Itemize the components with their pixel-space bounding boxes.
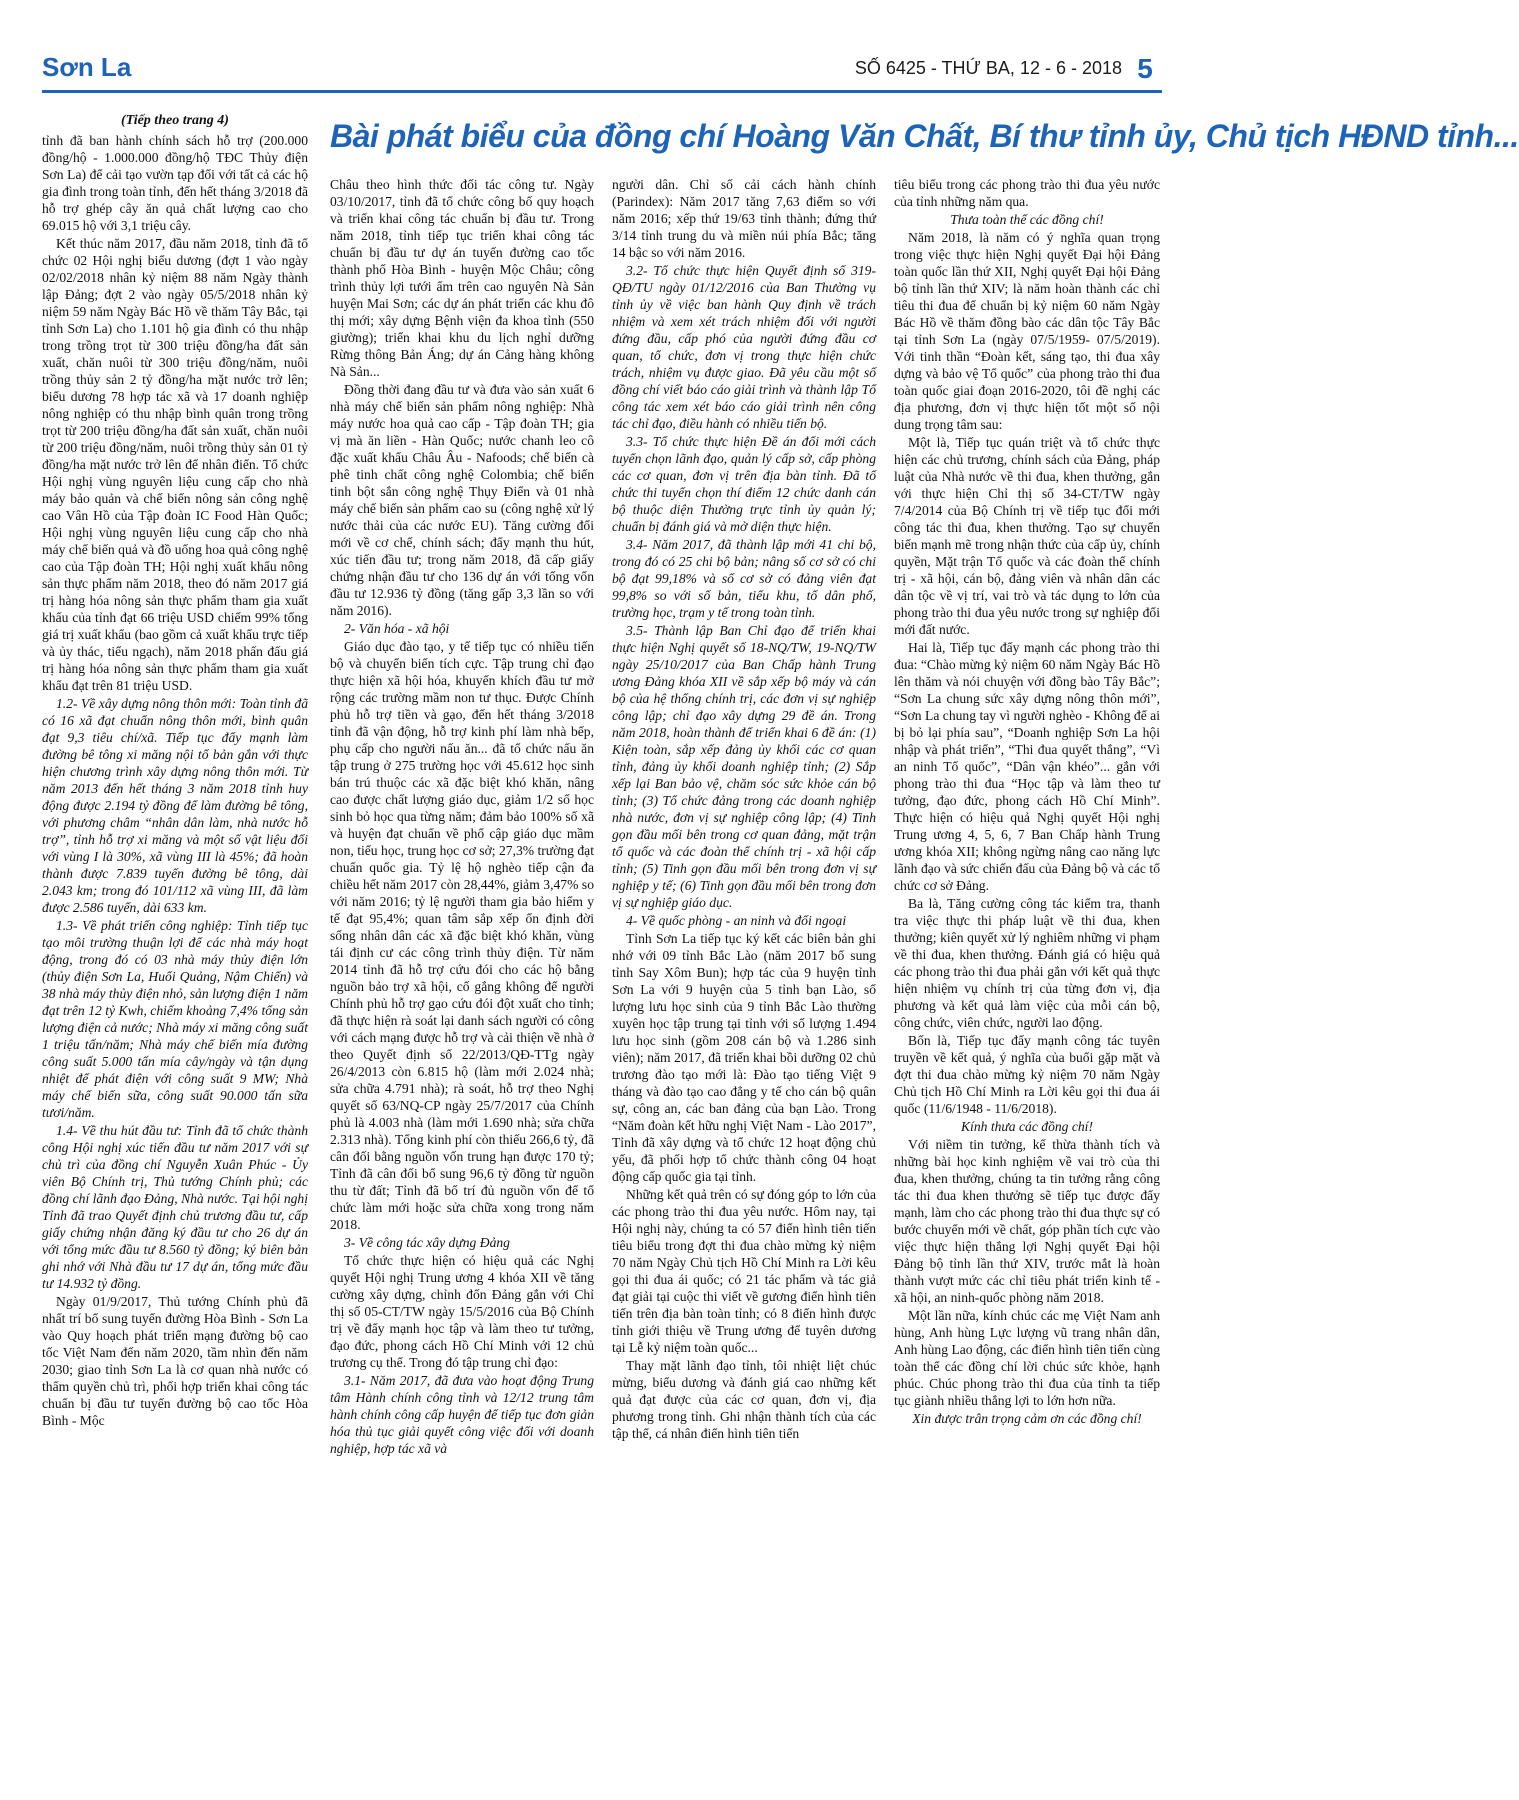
paragraph: 3.2- Tổ chức thực hiện Quyết định số 319-QĐ/TU ngày 01/12/2016 của Ban Thường vụ tỉnh ủy về việc ban hành Quy định về trách nhiệm và xem xét trách nhiệm đối với người đứng đầu, cấp phó của người đứng đầu cơ quan, tổ chức, đơn vị trong thực hiện chức trách, nhiệm vụ được giao. Đã yêu cầu một số đồng chí viết báo cáo giải trình và thành lập Tổ công tác xem xét báo cáo giải trình nên công tác chỉ đạo, điều hành có nhiều tiến bộ. [612, 263, 876, 431]
section-heading: 3- Về công tác xây dựng Đảng [344, 1235, 510, 1250]
section-heading: 2- Văn hóa - xã hội [344, 621, 450, 636]
paragraph: 3.4- Năm 2017, đã thành lập mới 41 chi bộ, trong đó có 25 chi bộ bản; nâng số cơ sở có chi bộ đạt 99,18% và số cơ sở có đảng viên đạt 99,8% so với số bản, tiểu khu, tổ dân phố, trường học, trạm y tế trong toàn tỉnh. [612, 537, 876, 620]
paragraph: Ngày 01/9/2017, Thủ tướng Chính phủ đã nhất trí bổ sung tuyến đường Hòa Bình - Sơn La vào Quy hoạch phát triển mạng đường bộ cao tốc Việt Nam đến năm 2020, tầm nhìn đến năm 2030; giao tỉnh Sơn La là cơ quan nhà nước có thẩm quyền chủ trì, phối hợp triển khai công tác chuẩn bị đầu tư tuyến đường bộ cao tốc Hòa Bình - Mộc [42, 1294, 308, 1428]
column-1 [42, 112, 308, 1772]
paragraph: 1.3- Về phát triển công nghiệp: Tỉnh tiếp tục tạo môi trường thuận lợi để các nhà máy hoạt động, trong đó có 03 nhà máy thủy điện lớn (thủy điện Sơn La, Huổi Quảng, Nậm Chiến) và 38 nhà máy thủy điện nhỏ, sản lượng điện 1 năm đạt trên 12 tỷ Kwh, chiếm khoảng 7,4% tổng sản lượng điện cả nước; Nhà máy xi măng công suất 1 triệu tấn/năm; Nhà máy chế biến mía đường công suất 5.000 tấn mía cây/ngày và tận dụng nhiệt để phát điện với công suất 9 MW; Nhà máy chế biến sữa, công suất 90.000 tấn sữa tươi/năm. [42, 918, 308, 1120]
paragraph: 3.3- Tổ chức thực hiện Đề án đổi mới cách tuyển chọn lãnh đạo, quản lý cấp sở, cấp phòng các cơ quan, đơn vị trên địa bàn tỉnh. Đã tổ chức thi tuyển chọn thí điểm 12 chức danh cán bộ thuộc diện Thường trực tỉnh ủy quản lý; chuẩn bị đánh giá và mở diện thực hiện. [612, 434, 876, 534]
paragraph: 1.4- Về thu hút đầu tư: Tỉnh đã tổ chức thành công Hội nghị xúc tiến đầu tư năm 2017 với sự chủ trì của đồng chí Nguyễn Xuân Phúc - Ủy viên Bộ Chính trị, Thủ tướng Chính phủ; các đồng chí lãnh đạo Đảng, Nhà nước. Tại hội nghị Tỉnh đã trao Quyết định chủ trương đầu tư, cấp giấy chứng nhận đăng ký đầu tư cho 26 dự án với tổng mức đầu tư 8.560 tỷ đồng; ký biên bản ghi nhớ với Nhà đầu tư 17 dự án, tổng mức đầu tư 14.932 tỷ đồng. [42, 1123, 308, 1291]
paragraph: Hai là, Tiếp tục đẩy mạnh các phong trào thi đua: “Chào mừng kỷ niệm 60 năm Ngày Bác Hồ lên thăm và nói chuyện với đồng bào Tây Bắc”; “Sơn La chung sức xây dựng nông thôn mới”, “Sơn La chung tay vì người nghèo - Không để ai bị bỏ lại phía sau”, “Doanh nghiệp Sơn La hội nhập và phát triển”, “Thi đua quyết thắng”, “Vì an ninh Tổ quốc”, “Dân vận khéo”... gắn với phong trào thi đua “Học tập và làm theo tư tưởng, đạo đức, phong cách Hồ Chí Minh”. Thực hiện có hiệu quả Nghị quyết Hội nghị Trung ương 4, 5, 6, 7 Ban Chấp hành Trung ương khóa XII; không ngừng nâng cao năng lực lãnh đạo và sức chiến đấu của Đảng bộ và các tổ chức cơ sở Đảng. [894, 640, 1160, 893]
paragraph: Một là, Tiếp tục quán triệt và tổ chức thực hiện các chủ trương, chính sách của Đảng, pháp luật của Nhà nước về thi đua, khen thưởng, gắn với thực hiện Chỉ thị số 34-CT/TW ngày 7/4/2014 của Bộ Chính trị về tiếp tục đổi mới công tác thi đua, khen thưởng. Tạo sự chuyển biến mạnh mẽ trong nhận thức của cấp ủy, chính quyền, Mặt trận Tổ quốc và các đoàn thể chính trị - xã hội, cán bộ, đảng viên và nhân dân các dân tộc về vị trí, vai trò và tác dụng to lớn của phong trào thi đua yêu nước trong sự nghiệp đổi mới đất nước. [894, 435, 1160, 637]
section-heading: 4- Về quốc phòng - an ninh và đối ngoại [626, 913, 847, 928]
column-2 [330, 176, 594, 1772]
paragraph: Năm 2018, là năm có ý nghĩa quan trọng trong việc thực hiện Nghị quyết Đại hội Đảng toàn quốc lần thứ XII, Nghị quyết Đại hội Đảng bộ tỉnh lần thứ XIV; là năm hoàn thành các chỉ tiêu thi đua để chuẩn bị kỷ niệm 60 năm Ngày Bác Hồ về thăm đồng bào các dân tộc Tây Bắc tại tỉnh Sơn La (ngày 07/5/1959- 07/5/2019). Với tinh thần “Đoàn kết, sáng tạo, thi đua xây dựng và bảo vệ Tổ quốc” của phong trào thi đua toàn quốc giai đoạn 2016-2020, tôi đề nghị các địa phương, đơn vị thực hiện tốt một số nội dung trọng tâm sau: [894, 230, 1160, 432]
paragraph: Ba là, Tăng cường công tác kiểm tra, thanh tra việc thực thi pháp luật về thi đua, khen thưởng; kiên quyết xử lý nghiêm những vi phạm về thi đua, khen thưởng. Đánh giá có hiệu quả các phong trào thi đua phải gắn với kết quả thực hiện nhiệm vụ chính trị của từng đơn vị, địa phương và kết quả làm việc của mỗi cán bộ, công chức, viên chức, người lao động. [894, 896, 1160, 1030]
paragraph: tiêu biểu trong các phong trào thi đua yêu nước của tỉnh những năm qua. [894, 177, 1160, 209]
paragraph: Bốn là, Tiếp tục đẩy mạnh công tác tuyên truyền về kết quả, ý nghĩa của buổi gặp mặt và đợt thi đua chào mừng kỷ niệm 70 năm Ngày Chủ tịch Hồ Chí Minh ra Lời kêu gọi thi đua ái quốc (11/6/1948 - 11/6/2018). [894, 1033, 1160, 1116]
page-number: 5 [1137, 53, 1153, 84]
section-brand: Sơn La [42, 52, 132, 82]
paragraph: người dân. Chỉ số cải cách hành chính (Parindex): Năm 2017 tăng 7,63 điểm so với năm 2016; xếp thứ 19/63 tỉnh thành; đứng thứ 3/14 tỉnh trung du và miền núi phía Bắc; tăng 14 bậc so với năm 2016. [612, 177, 876, 260]
paragraph: Đồng thời đang đầu tư và đưa vào sản xuất 6 nhà máy chế biến sản phẩm nông nghiệp: Nhà máy nước hoa quả cao cấp - Tập đoàn TH; gia vị mà ăn liền - Hàn Quốc; nước chanh leo cô đặc xuất khẩu Châu Âu - Nafoods; chế biến cà phê tinh chất công nghệ Colombia; chế biến tinh bột sắn công nghệ Thụy Điển và 01 nhà máy chế biến sản phẩm cao su (công nghệ xử lý nước thải của các nước EU). Tăng cường đổi mới về cơ chế, chính sách; đẩy mạnh thu hút, xúc tiến đầu tư; trong năm 2018, đã cấp giấy chứng nhận đầu tư cho 136 dự án với tổng vốn đầu tư 12.936 tỷ đồng (tăng gấp 3,3 lần so với năm 2016). [330, 382, 594, 618]
paragraph: Với niềm tin tưởng, kế thừa thành tích và những bài học kinh nghiệm về vai trò của thi đua, khen thưởng, chúng ta tin tưởng rằng công tác thi đua khen thưởng sẽ tiếp tục được đẩy mạnh, làm cho các phong trào thi đua thực sự có bước chuyển mới về chất, góp phần tích cực vào việc thực hiện thắng lợi Nghị quyết Đại hội Đảng bộ tỉnh lần thứ XIV, trước mắt là hoàn thành vượt mức các chỉ tiêu phát triển kinh tế - xã hội, an ninh-quốc phòng năm 2018. [894, 1137, 1160, 1305]
article-headline: Bài phát biểu của đồng chí Hoàng Văn Chất, Bí thư tỉnh ủy, Chủ tịch HĐND tỉnh... [330, 118, 1519, 154]
paragraph: 3.5- Thành lập Ban Chỉ đạo để triển khai thực hiện Nghị quyết số 18-NQ/TW, 19-NQ/TW ngày 25/10/2017 của Ban Chấp hành Trung ương Đảng khóa XII về sắp xếp bộ máy và cán bộ của hệ thống chính trị, các đơn vị sự nghiệp công lập; chỉ đạo xây dựng 29 đề án. Trong năm 2018, hoàn thành để triển khai 6 đề án: (1) Kiện toàn, sắp xếp đảng ủy khối các cơ quan tỉnh, đảng ủy khối doanh nghiệp tỉnh; (2) Sắp xếp lại Ban bảo vệ, chăm sóc sức khỏe cán bộ tỉnh; (3) Tổ chức đảng trong các doanh nghiệp nhà nước, đơn vị sự nghiệp công lập; (4) Tinh gọn đầu mối bên trong cơ quan đảng, mặt trận tổ quốc và các đoàn thể chính trị - xã hội cấp tỉnh; (5) Tinh gọn đầu mối bên trong đơn vị sự nghiệp y tế; (6) Tinh gọn đầu mối bên trong đơn vị sự nghiệp giáo dục. [612, 623, 876, 910]
column-4 [894, 176, 1160, 1772]
paragraph: Châu theo hình thức đối tác công tư. Ngày 03/10/2017, tỉnh đã tổ chức công bố quy hoạch và triển khai công tác chuẩn bị đầu tư. Trong năm 2018, tỉnh tiếp tục triển khai công tác chuẩn bị đầu tư dự án tuyến đường cao tốc thành phố Hòa Bình - huyện Mộc Châu; công trình thủy lợi tưới ẩm trên cao nguyên Nà Sản huyện Mai Sơn; các dự án phát triển các khu đô thị mới; xây dựng Bệnh viện đa khoa tỉnh (550 giường); triển khai khu du lịch nghỉ dưỡng Rừng thông Bản Áng; dự án Cảng hàng không Nà Sản... [330, 177, 594, 379]
paragraph: 3.1- Năm 2017, đã đưa vào hoạt động Trung tâm Hành chính công tỉnh và 12/12 trung tâm hành chính công cấp huyện để tiếp tục đơn giản hóa thủ tục giải quyết công việc đối với doanh nghiệp, hợp tác xã và [330, 1373, 594, 1456]
paragraph: Một lần nữa, kính chúc các mẹ Việt Nam anh hùng, Anh hùng Lực lượng vũ trang nhân dân, Anh hùng Lao động, các điển hình tiên tiến cùng toàn thể các đồng chí lời chúc sức khỏe, hạnh phúc. Chúc phong trào thi đua của tỉnh ta tiếp tục giành nhiều thắng lợi to lớn hơn nữa. [894, 1308, 1160, 1408]
continued-from: (Tiếp theo trang 4) [121, 113, 229, 128]
paragraph: 1.2- Về xây dựng nông thôn mới: Toàn tỉnh đã có 16 xã đạt chuẩn nông thôn mới, bình quân đạt 9,3 tiêu chí/xã. Tiếp tục đẩy mạnh làm đường bê tông xi măng nội tổ bản gắn với thực hiện chương trình xây dựng nông thôn mới. Từ năm 2013 đến hết tháng 3 năm 2018 tỉnh huy động được 2.194 tỷ đồng để làm đường bê tông, với phương châm “nhân dân làm, nhà nước hỗ trợ”, tỉnh hỗ trợ xi măng và một số vật liệu đối với vùng I là 30%, xã vùng III là 45%; đã hoàn thành được 7.839 tuyến đường bê tông, dài 2.043 km; trong đó 101/112 xã vùng III, đã làm được 2.586 tuyến, dài 633 km. [42, 696, 308, 915]
masthead [42, 50, 1162, 92]
paragraph: Thay mặt lãnh đạo tỉnh, tôi nhiệt liệt chúc mừng, biểu dương và đánh giá cao những kết quả đạt được của các cơ quan, đơn vị, địa phương trong tỉnh. Ghi nhận thành tích của các tập thể, cá nhân điển hình tiên tiến [612, 1358, 876, 1441]
column-3 [612, 176, 876, 1772]
paragraph: tỉnh đã ban hành chính sách hỗ trợ (200.000 đồng/hộ - 1.000.000 đồng/hộ TĐC Thủy điện Sơn La) để cải tạo vườn tạp đối với tất cả các hộ gia đình trong toàn tỉnh, đến hết tháng 3/2018 đã hỗ trợ ghép cây ăn quả chất lượng cao cho 69.015 hộ với 3,1 triệu cây. [42, 133, 308, 233]
salutation: Thưa toàn thể các đồng chí! [950, 212, 1104, 227]
paragraph: Giáo dục đào tạo, y tế tiếp tục có nhiều tiến bộ và chuyển biến tích cực. Tập trung chỉ đạo thực hiện xã hội hóa, khuyến khích đầu tư mở rộng các trường mầm non tư thục. Được Chính phủ hỗ trợ tiền và gạo, đến hết tháng 3/2018 tỉnh đã vận động, hỗ trợ kinh phí làm nhà bếp, phụ cấp cho người nấu ăn... đã tổ chức nấu ăn tập trung ở 275 trường học với 45.612 học sinh bán trú thuộc các xã đặc biệt khó khăn, nâng cao được chất lượng giáo dục, giảm 1/2 số học sinh bỏ học qua từng năm; đảm bảo 100% số xã và huyện đạt chuẩn về phổ cập giáo dục mầm non, tiểu học, trung học cơ sở; 27,3% trường đạt chuẩn quốc gia. Tỷ lệ hộ nghèo tiếp cận đa chiều hết năm 2017 còn 28,44%, giảm 3,47% so với năm 2016; tỷ lệ người tham gia bảo hiểm y tế đạt 95,4%; quan tâm sắp xếp ổn định đời sống nhân dân các xã đặc biệt khó khăn, vùng tái định cư các công trình thủy điện. Từ năm 2014 tỉnh đã hỗ trợ cứu đói cho các hộ bằng nguồn bảo trợ xã hội, cố gắng không để người Chính phủ hỗ trợ gạo cứu đói đột xuất cho tỉnh; đã thực hiện rà soát lại danh sách người có công với cách mạng được hỗ trợ và cải thiện về nhà ở theo Quyết định số 22/2013/QĐ-TTg ngày 26/4/2013 còn 6.815 hộ (làm mới 2.024 nhà; sửa chữa 4.791 nhà); rà soát, hỗ trợ theo Nghị quyết số 63/NQ-CP ngày 25/7/2017 của Chính phủ là 4.003 nhà (làm mới 1.690 nhà; sửa chữa 2.313 nhà). Tổng kinh phí còn thiếu 266,6 tỷ, đã cân đối bằng nguồn vốn trung hạn được 170 tỷ; Tỉnh đã cân đối bổ sung 96,6 tỷ đồng từ nguồn thu từ đất; Tỉnh đã bố trí đủ nguồn vốn để tổ chức làm mới hoặc sửa chữa xong trong năm 2018. [330, 639, 594, 1232]
paragraph: Tổ chức thực hiện có hiệu quả các Nghị quyết Hội nghị Trung ương 4 khóa XII về tăng cường xây dựng, chỉnh đốn Đảng gắn với Chỉ thị số 05-CT/TW ngày 15/5/2016 của Bộ Chính trị về đẩy mạnh học tập và làm theo tư tưởng, đạo đức, phong cách Hồ Chí Minh với 12 chủ trương cụ thể. Trong đó tập trung chỉ đạo: [330, 1253, 594, 1370]
masthead-rule [42, 90, 1162, 93]
paragraph: Tỉnh Sơn La tiếp tục ký kết các biên bản ghi nhớ với 09 tỉnh Bắc Lào (năm 2017 bổ sung tỉnh Say Xôm Bun); hợp tác của 9 huyện tỉnh Sơn La với 9 huyện của 5 tỉnh bạn Lào, số lượng lưu học sinh của 9 tỉnh Bắc Lào thường xuyên học tập trung tại tỉnh với số lượng 1.494 lưu học sinh (gồm 208 cán bộ và 1.286 sinh viên); năm 2017, đã triển khai bồi dưỡng 02 chủ trương đào tạo mới là: Đào tạo tiếng Việt 9 tháng và đào tạo cao đẳng y tế cho cán bộ quân sự, công an, các ban đảng của bạn Lào. Trong “Năm đoàn kết hữu nghị Việt Nam - Lào 2017”, Tỉnh đã xây dựng và tổ chức 12 hoạt động chủ yếu, đã phối hợp tổ chức thành công 04 hoạt động cấp quốc gia tại tỉnh. [612, 931, 876, 1184]
closing-line: Xin được trân trọng cảm ơn các đồng chí! [912, 1411, 1142, 1426]
salutation: Kính thưa các đồng chí! [960, 1119, 1093, 1134]
paragraph: Những kết quả trên có sự đóng góp to lớn của các phong trào thi đua yêu nước. Hôm nay, tại Hội nghị này, chúng ta có 57 điển hình tiên tiến tiêu biểu trong đợt thi đua chào mừng kỷ niệm 70 năm Ngày Chủ tịch Hồ Chí Minh ra Lời kêu gọi thi đua ái quốc; có 21 tác phẩm và tác giả đạt giải tại cuộc thi viết về gương điển hình tiên tiến trên địa bàn toàn tỉnh; có 8 điển hình được tỉnh giới thiệu về Trung ương để tuyên dương tại Lễ kỷ niệm toàn quốc... [612, 1187, 876, 1355]
paragraph: Kết thúc năm 2017, đầu năm 2018, tỉnh đã tổ chức 02 Hội nghị biểu dương (đợt 1 vào ngày 02/02/2018 nhân kỷ niệm 88 năm Ngày thành lập Đảng; đợt 2 vào ngày 05/5/2018 nhân kỷ niệm 59 năm Ngày Bác Hồ về thăm Tây Bắc, tại tỉnh Sơn La) cho 1.101 hộ gia đình có thu nhập trong trồng trọt từ 300 triệu đồng/ha đất sản xuất, chăn nuôi từ 300 triệu đồng/năm, nuôi trồng thủy sản 2 tỷ đồng/ha mặt nước trở lên; biểu dương 78 hợp tác xã và 17 doanh nghiệp nông nghiệp có thu nhập bình quân trong trồng trọt từ 200 triệu đồng/ha đất sản xuất, chăn nuôi từ 200 triệu đồng/năm, nuôi trồng thủy sản 01 tỷ đồng/ha mặt nước trở lên để nhân điển. Tổ chức Hội nghị vùng nguyên liệu cung cấp cho nhà máy bảo quản và chế biến nông sản công nghệ cao Vân Hồ của Tập đoàn IC Food Hàn Quốc; Hội nghị vùng nguyên liệu cung cấp cho nhà máy chế biến quả và đồ uống hoa quả công nghệ cao của Tập đoàn TH; Hội nghị xuất khẩu nông sản thực phẩm năm 2018, theo đó năm 2017 giá trị hàng hóa nông sản thực phẩm tham gia xuất khẩu của tỉnh đạt 66 triệu USD chiếm 99% tổng giá trị xuất khẩu (bao gồm cả xuất khẩu trực tiếp và ủy thác, tiểu ngạch), năm 2018 phấn đấu giá trị hàng hóa nông sản thực phẩm tham gia xuất khẩu đạt trên 81 triệu USD. [42, 236, 308, 693]
issue-info: SỐ 6425 - THỨ BA, 12 - 6 - 2018 [854, 58, 1122, 78]
